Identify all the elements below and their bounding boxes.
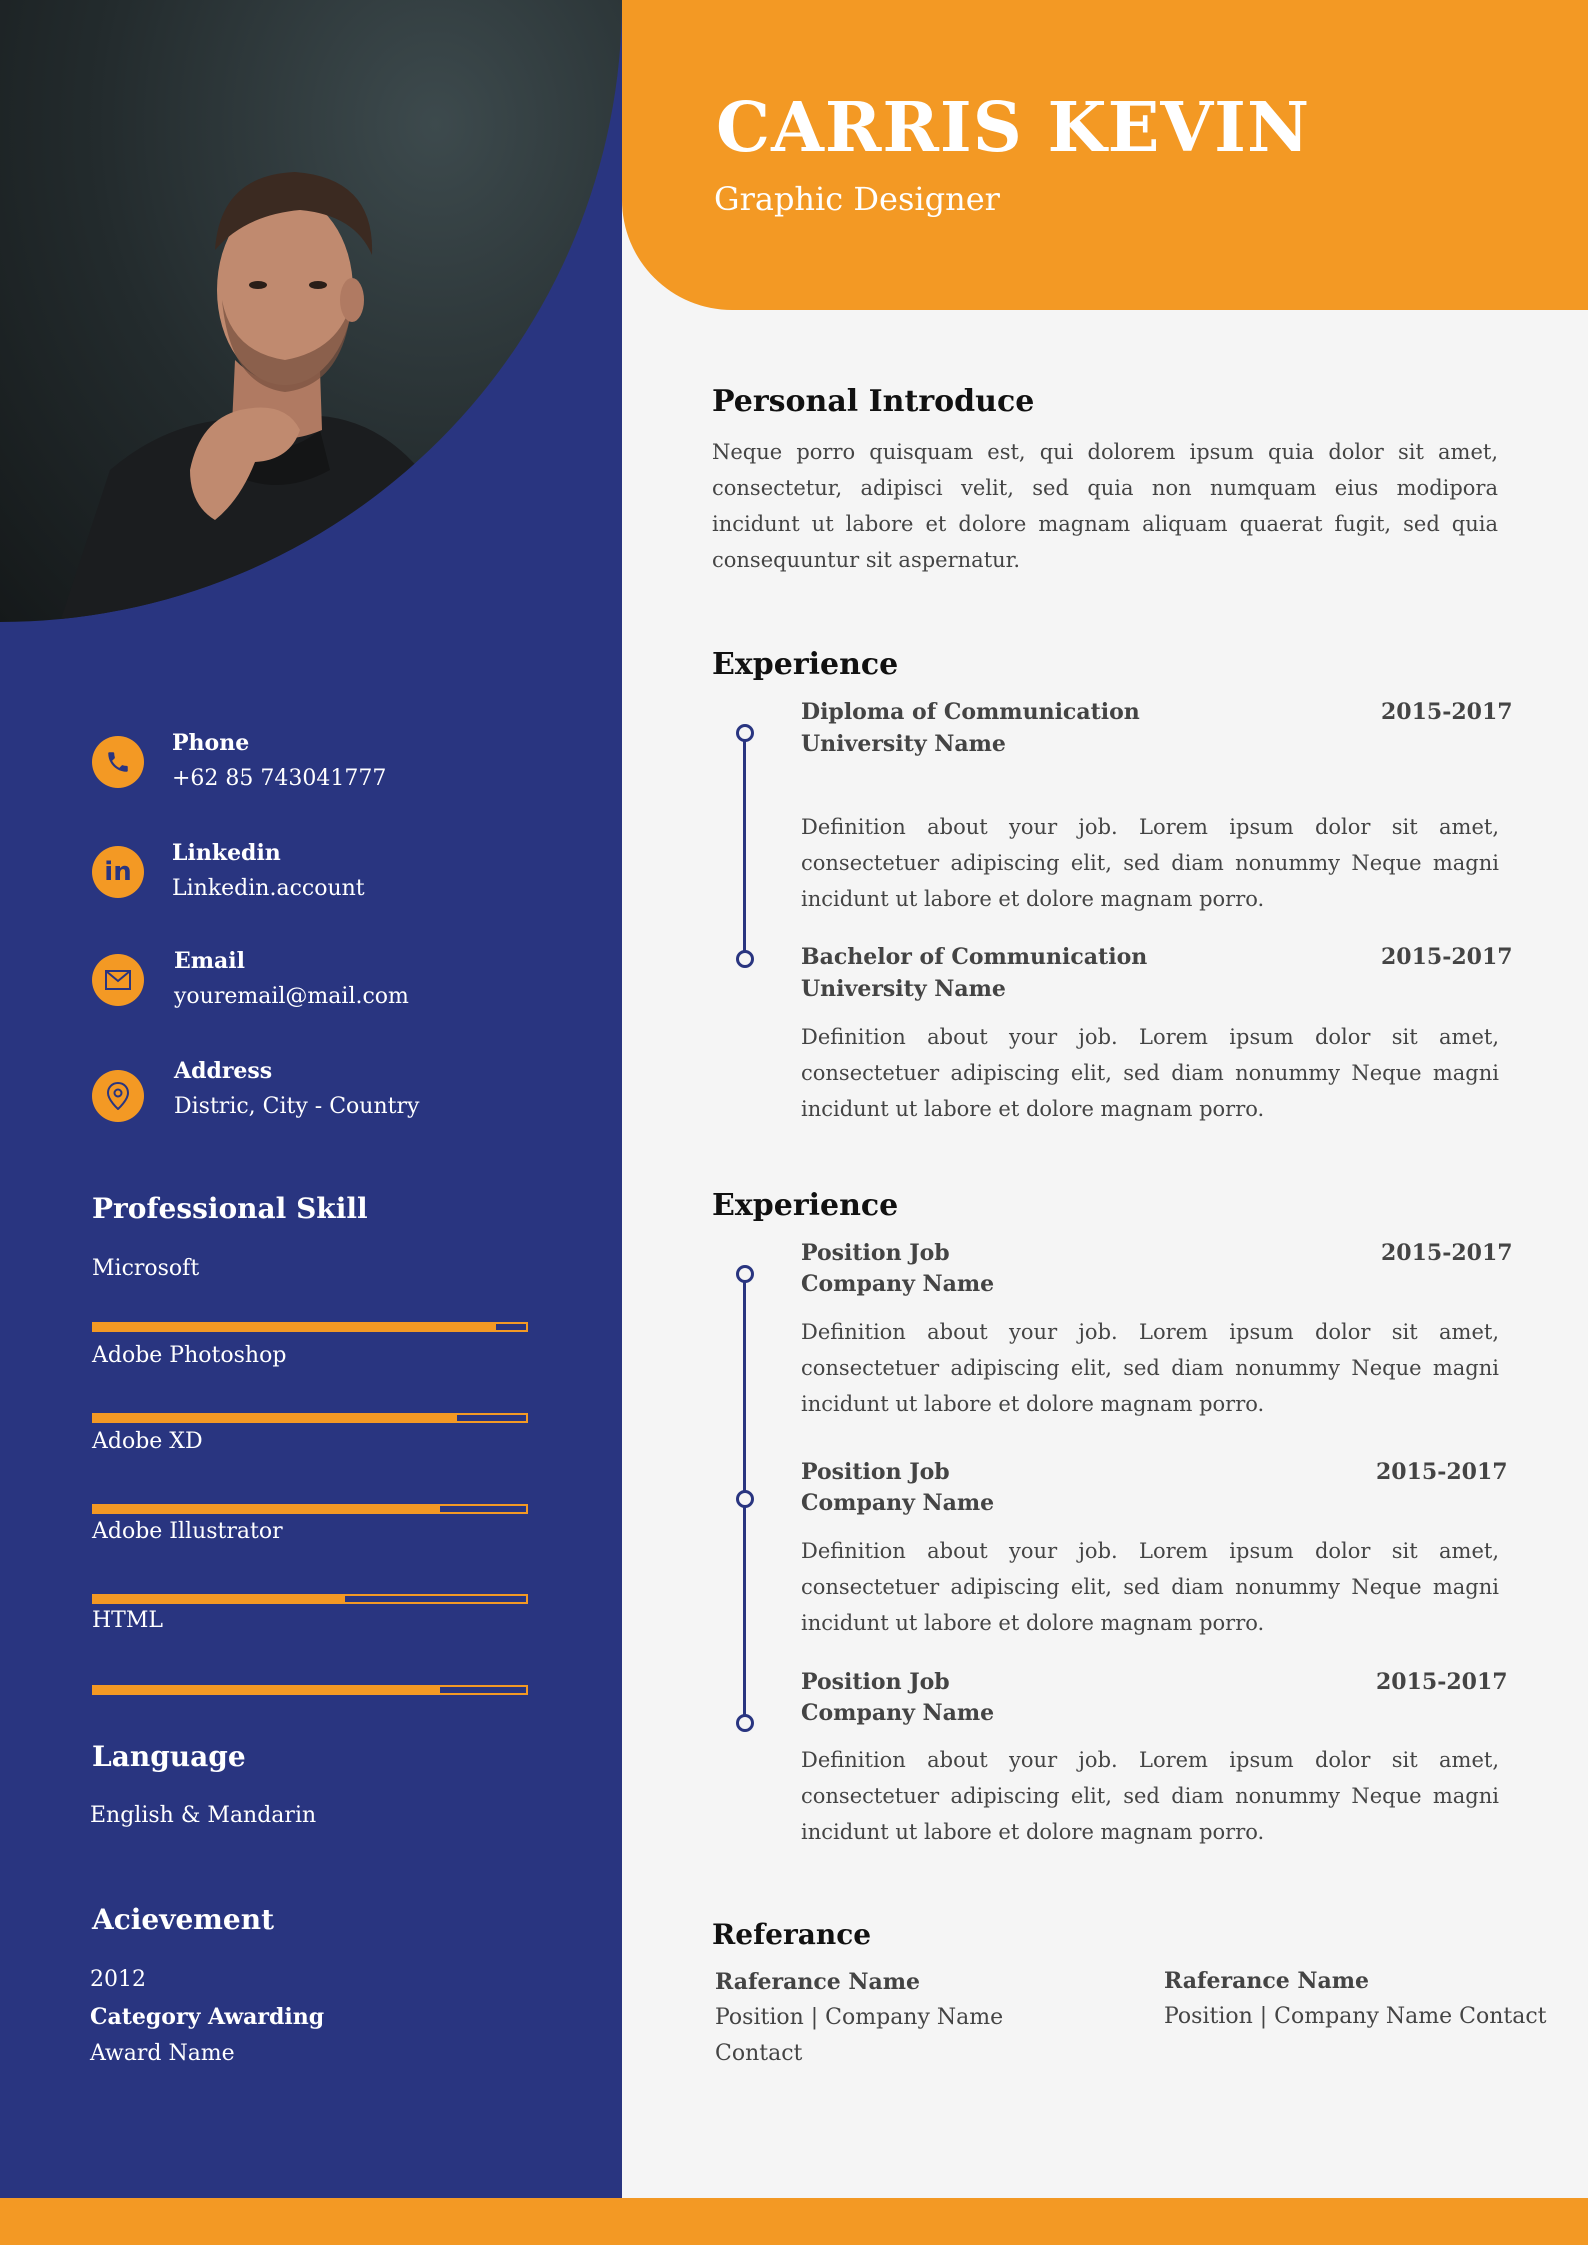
reference-details: Position | Company Name Contact	[715, 2005, 1004, 2066]
skill-fill	[94, 1687, 440, 1693]
entry-year: 2015-2017	[1381, 944, 1513, 970]
person-role: Graphic Designer	[714, 180, 1000, 218]
contact-value: youremail@mail.com	[174, 984, 409, 1009]
contact-value: Linkedin.account	[172, 876, 365, 901]
timeline-dot	[736, 1490, 754, 1508]
entry-subtitle: University Name	[801, 731, 1006, 757]
skill-fill	[94, 1596, 345, 1602]
skill-bar	[92, 1413, 528, 1423]
achievement-heading: Acievement	[92, 1903, 275, 1936]
entry-description: Definition about your job. Lorem ipsum dolor sit amet, consectetuer adipiscing elit, sed diam nonummy Neque magni incidunt ut labore et dolore magnam porro.	[801, 1748, 1499, 1844]
reference-name: Raferance Name	[1164, 1968, 1370, 1994]
entry-description: Definition about your job. Lorem ipsum dolor sit amet, consectetuer adipiscing elit, sed diam nonummy Neque magni incidunt ut labore et dolore magnam porro.	[801, 815, 1499, 911]
reference-details: Position | Company Name Contact	[1164, 2004, 1547, 2029]
contact-label: Phone	[172, 730, 250, 756]
language-heading: Language	[92, 1740, 246, 1773]
reference-heading: Referance	[712, 1918, 872, 1951]
skill-bar	[92, 1685, 528, 1695]
entry-year: 2015-2017	[1376, 1669, 1508, 1695]
footer-bar	[0, 2198, 1588, 2245]
contact-label: Address	[174, 1058, 273, 1084]
phone-icon	[92, 736, 144, 788]
skill-bar	[92, 1322, 528, 1332]
skill-fill	[94, 1324, 496, 1330]
intro-heading: Personal Introduce	[712, 384, 1035, 419]
location-icon	[92, 1070, 144, 1122]
timeline-dot	[736, 1265, 754, 1283]
entry-description: Definition about your job. Lorem ipsum dolor sit amet, consectetuer adipiscing elit, sed diam nonummy Neque magni incidunt ut labore et dolore magnam porro.	[801, 1320, 1499, 1416]
education-heading: Experience	[712, 647, 899, 682]
achievement-award: Award Name	[90, 2041, 235, 2066]
skill-name: Adobe XD	[92, 1429, 203, 1454]
contact-label: Email	[174, 948, 246, 974]
entry-title: Bachelor of Communication	[801, 944, 1148, 970]
entry-title: Position Job	[801, 1240, 950, 1266]
timeline-dot	[736, 950, 754, 968]
contact-value: +62 85 743041777	[172, 766, 387, 791]
skill-bar	[92, 1594, 528, 1604]
entry-subtitle: Company Name	[801, 1490, 995, 1516]
skill-name: Microsoft	[92, 1256, 200, 1281]
email-icon	[92, 954, 144, 1006]
skill-name: Adobe Illustrator	[92, 1519, 283, 1544]
reference-name: Raferance Name	[715, 1969, 921, 1995]
linkedin-icon: in	[92, 846, 144, 898]
skill-name: Adobe Photoshop	[92, 1343, 287, 1368]
intro-text: Neque porro quisquam est, qui dolorem ipsum quia dolor sit amet, consectetur, adipisci velit, sed quia non numquam eius modipora incidunt ut labore et dolore magnam aliquam quaerat fugit, sed quia consequuntur sit aspernatur.	[712, 440, 1498, 572]
timeline-dot	[736, 724, 754, 742]
entry-subtitle: Company Name	[801, 1271, 995, 1297]
entry-title: Position Job	[801, 1669, 950, 1695]
entry-subtitle: Company Name	[801, 1700, 995, 1726]
achievement-category: Category Awarding	[90, 2004, 325, 2030]
timeline-line	[743, 732, 746, 958]
entry-title: Diploma of Communication	[801, 699, 1140, 725]
skill-name: HTML	[92, 1608, 163, 1633]
contact-label: Linkedin	[172, 840, 281, 866]
skill-fill	[94, 1415, 457, 1421]
entry-year: 2015-2017	[1381, 1240, 1513, 1266]
person-name: CARRIS KEVIN	[716, 88, 1311, 168]
timeline-dot	[736, 1714, 754, 1732]
skills-heading: Professional Skill	[92, 1192, 368, 1225]
skill-bar	[92, 1504, 528, 1514]
entry-subtitle: University Name	[801, 976, 1006, 1002]
skill-fill	[94, 1506, 440, 1512]
entry-title: Position Job	[801, 1459, 950, 1485]
entry-year: 2015-2017	[1376, 1459, 1508, 1485]
experience-heading: Experience	[712, 1188, 899, 1223]
entry-description: Definition about your job. Lorem ipsum dolor sit amet, consectetuer adipiscing elit, sed diam nonummy Neque magni incidunt ut labore et dolore magnam porro.	[801, 1539, 1499, 1635]
entry-year: 2015-2017	[1381, 699, 1513, 725]
achievement-year: 2012	[90, 1967, 146, 1992]
contact-value: Distric, City - Country	[174, 1094, 420, 1119]
language-value: English & Mandarin	[90, 1803, 317, 1828]
entry-description: Definition about your job. Lorem ipsum dolor sit amet, consectetuer adipiscing elit, sed diam nonummy Neque magni incidunt ut labore et dolore magnam porro.	[801, 1025, 1499, 1121]
